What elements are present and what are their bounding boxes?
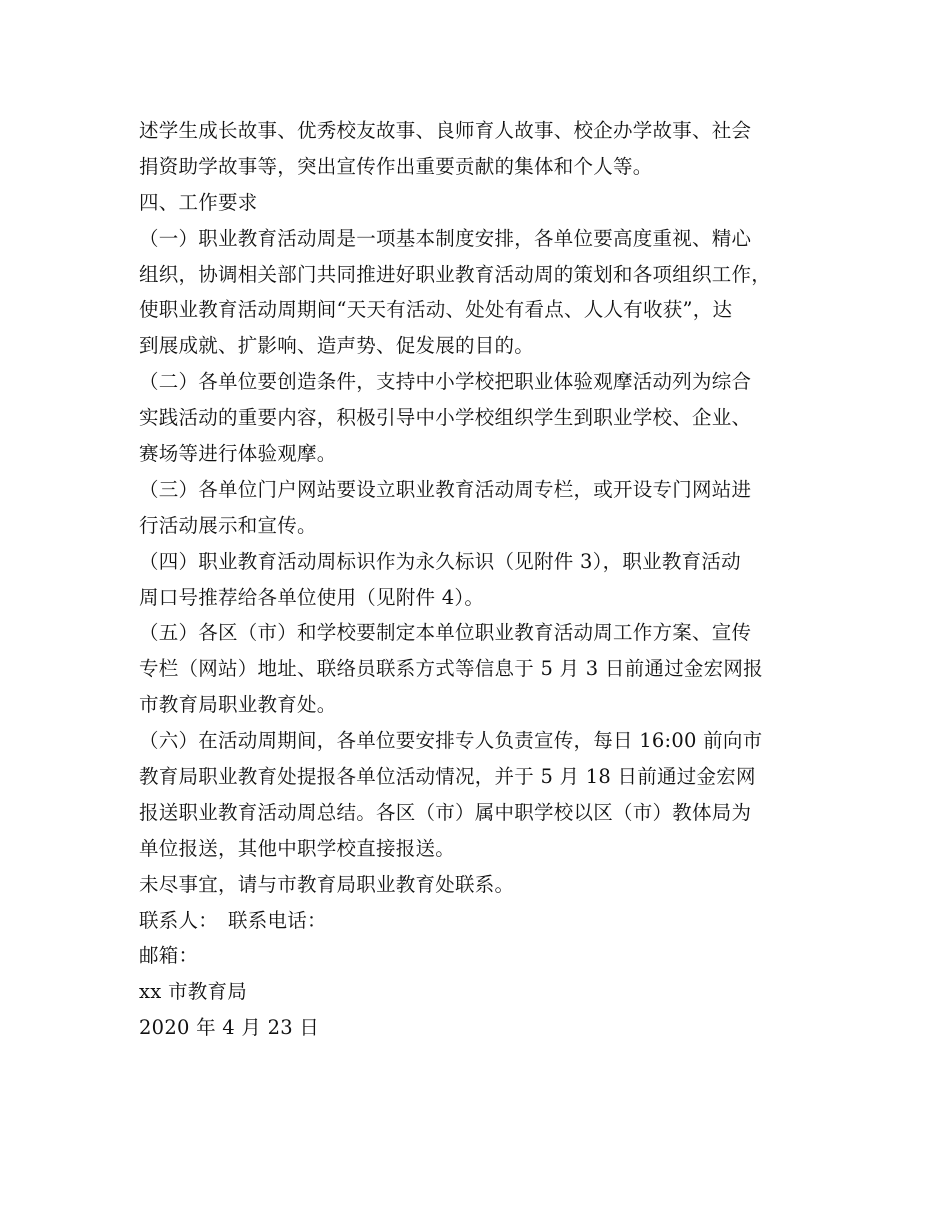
text-line: 赛场等进行体验观摩。	[139, 442, 337, 466]
text-line: 单位报送，其他中职学校直接报送。	[139, 836, 456, 860]
text-line: （三）各单位门户网站要设立职业教育活动周专栏，或开设专门网站进	[139, 477, 752, 501]
text-line: 使职业教育活动周期间“天天有活动、处处有看点、人人有收获”，达	[139, 298, 733, 322]
document-body	[139, 113, 819, 1046]
contact-line: 联系人： 联系电话：	[139, 908, 327, 932]
text-line: 实践活动的重要内容，积极引导中小学校组织学生到职业学校、企业、	[139, 406, 752, 430]
text-line: 市教育局职业教育处。	[139, 693, 337, 717]
text-line: （四）职业教育活动周标识作为永久标识（见附件 3），职业教育活动	[139, 549, 741, 573]
text-line: 述学生成长故事、优秀校友故事、良师育人故事、校企办学故事、社会	[139, 119, 752, 142]
issuer-name: xx 市教育局	[139, 980, 247, 1004]
text-line: 报送职业教育活动周总结。各区（市）属中职学校以区（市）教体局为	[139, 800, 752, 824]
section-heading: 四、工作要求	[139, 190, 258, 214]
text-line: 教育局职业教育处提报各单位活动情况，并于 5 月 18 日前通过金宏网	[139, 765, 756, 789]
email-line: 邮箱：	[139, 944, 199, 968]
text-line: 周口号推荐给各单位使用（见附件 4）。	[139, 585, 485, 609]
text-line: （一）职业教育活动周是一项基本制度安排，各单位要高度重视、精心	[139, 226, 752, 250]
text-line: 组织，协调相关部门共同推进好职业教育活动周的策划和各项组织工作，	[139, 262, 772, 286]
text-line: （五）各区（市）和学校要制定本单位职业教育活动周工作方案、宣传	[139, 621, 752, 645]
issue-date: 2020 年 4 月 23 日	[139, 1016, 320, 1040]
text-line: 行活动展示和宣传。	[139, 513, 317, 537]
text-line: （二）各单位要创造条件，支持中小学校把职业体验观摩活动列为综合	[139, 370, 752, 394]
text-line: 捐资助学故事等，突出宣传作出重要贡献的集体和个人等。	[139, 154, 653, 178]
text-line: （六）在活动周期间，各单位要安排专人负责宣传，每日 16:00 前向市	[139, 729, 763, 753]
text-line: 到展成就、扩影响、造声势、促发展的目的。	[139, 334, 535, 358]
text-line: 专栏（网站）地址、联络员联系方式等信息于 5 月 3 日前通过金宏网报	[139, 657, 763, 681]
closing-note: 未尽事宜，请与市教育局职业教育处联系。	[139, 872, 515, 896]
